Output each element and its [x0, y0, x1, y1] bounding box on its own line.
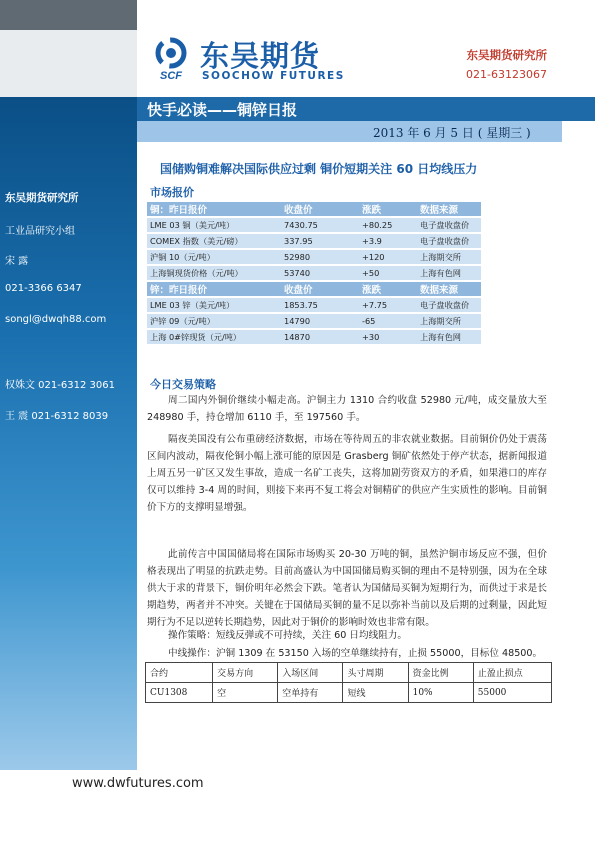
table-cell: 电子盘收盘价	[417, 297, 481, 313]
institute-phone: 021-63123067	[466, 68, 547, 81]
table-header-cell: 收盘价	[281, 281, 359, 297]
table-row	[147, 329, 481, 345]
table-cell: LME 03 铜（美元/吨）	[147, 217, 281, 233]
table-cell: 上海期交所	[417, 313, 481, 329]
table-cell: -65	[359, 313, 417, 329]
table-header-cell: 合约	[146, 663, 213, 683]
strategy-section-title: 今日交易策略	[150, 378, 216, 391]
table-header-cell: 入场区间	[278, 663, 343, 683]
table-cell: 上海 0#锌现货（元/吨）	[147, 329, 281, 345]
sidebar-dark-strip	[0, 0, 137, 30]
brand-logo-icon	[148, 36, 195, 82]
table-row	[147, 265, 481, 281]
table-cell: 53740	[281, 265, 359, 281]
table-cell: 337.95	[281, 233, 359, 249]
table-cell: 上海有色网	[417, 329, 481, 345]
table-cell: 上海期交所	[417, 249, 481, 265]
strategy-operation: 操作策略：短线反弹或不可持续，关注 60 日均线阻力。	[168, 630, 407, 641]
table-cell: 空	[213, 683, 278, 703]
position-table	[145, 662, 552, 703]
table-header-cell: 收盘价	[281, 202, 359, 217]
table-cell: 14870	[281, 329, 359, 345]
table-header-cell: 交易方向	[213, 663, 278, 683]
table-row	[146, 683, 552, 703]
sidebar-group: 工业品研究小组	[5, 226, 75, 237]
table-header-cell: 资金比例	[408, 663, 473, 683]
strategy-paragraph-1: 周二国内外铜价继续小幅走高。沪铜主力 1310 合约收盘 52980 元/吨，成交量放大至 248980 手，持仓增加 6110 手，至 197560 手。	[147, 395, 547, 423]
table-cell: 上海有色网	[417, 265, 481, 281]
table-cell: 上海铜现货价格（元/吨）	[147, 265, 281, 281]
table-cell: 55000	[473, 683, 551, 703]
table-header-cell: 涨跌	[359, 202, 417, 217]
brand-name-en: SOOCHOW FUTURES	[202, 70, 345, 82]
sidebar-author-email[interactable]: songl@dwqh88.com	[5, 314, 107, 325]
table-cell: 沪锌 09（元/吨）	[147, 313, 281, 329]
table-cell: 10%	[408, 683, 473, 703]
table-row	[147, 217, 481, 233]
table-row	[147, 297, 481, 313]
table-header-cell: 涨跌	[359, 281, 417, 297]
table-cell: +80.25	[359, 217, 417, 233]
copper-header-row	[147, 202, 481, 217]
strategy-midterm: 中线操作：沪铜 1309 在 53150 入场的空单继续持有，止损 55000，目标位 48500。	[168, 648, 543, 659]
table-cell: 14790	[281, 313, 359, 329]
table-header-cell: 数据来源	[417, 281, 481, 297]
sidebar-author-phone: 021-3366 6347	[5, 283, 82, 294]
table-header-cell: 止盈止损点	[473, 663, 551, 683]
table-header-cell: 数据来源	[417, 202, 481, 217]
table-header-cell: 锌：昨日报价	[147, 281, 281, 297]
table-cell: 1853.75	[281, 297, 359, 313]
sidebar-org: 东吴期货研究所	[5, 192, 79, 204]
table-row	[147, 313, 481, 329]
strategy-paragraph-2: 隔夜美国没有公布重磅经济数据，市场在等待周五的非农就业数据。目前铜价仍处于震荡区间内波动，隔夜伦铜小幅上涨可能的原因是 Grasberg 铜矿依然处于停产状态，据新闻报道上周五另一矿区又发生事故，造成一名矿工丧失，这将加剧劳资双方的矛盾，如果港口的库存仅可以维持 3-4 周的时间，则接下来再不复工将会对铜精矿的供应产生实质性的影响。目前铜价下方的支撑明显增强。	[147, 434, 547, 513]
report-date: 2013 年 6 月 5 日 ( 星期三 )	[373, 126, 531, 140]
table-cell: 电子盘收盘价	[417, 233, 481, 249]
table-cell: 52980	[281, 249, 359, 265]
table-cell: +50	[359, 265, 417, 281]
table-row	[147, 233, 481, 249]
table-cell: +120	[359, 249, 417, 265]
sidebar-contact-1: 权姝文 021-6312 3061	[5, 380, 115, 391]
table-cell: 空单持有	[278, 683, 343, 703]
table-header-cell: 铜：昨日报价	[147, 202, 281, 217]
table-cell: LME 03 锌（美元/吨）	[147, 297, 281, 313]
table-cell: 电子盘收盘价	[417, 217, 481, 233]
table-cell: 短线	[343, 683, 408, 703]
strategy-paragraph-3: 此前传言中国国储局将在国际市场购买 20-30 万吨的铜，虽然沪铜市场反应不强，但价格表现出了明显的抗跌走势。目前高盛认为中国国储局购买铜的理由不是特别强，因为在全球供大于求的背景下，铜价明年必然会下跌。笔者认为国储局买铜为短期行为，而供过于求是长期趋势，两者并不冲突。关键在于国储局买铜的量不足以弥补当前以及后期的过剩量，因此短期行为不足以逆转长期趋势，因此对于铜价的影响时效也非常有限。	[147, 549, 547, 628]
brand-name-cn: 东吴期货	[200, 39, 321, 73]
sidebar-contact-2: 王 震 021-6312 8039	[5, 411, 109, 422]
sidebar-author: 宋 露	[5, 256, 29, 267]
table-cell: +7.75	[359, 297, 417, 313]
table-header-cell: 头寸周期	[343, 663, 408, 683]
footer-url[interactable]: www.dwfutures.com	[72, 776, 204, 791]
report-title: 快手必读——铜锌日报	[147, 101, 298, 119]
logo-text: SCF	[160, 70, 182, 82]
table-cell: +30	[359, 329, 417, 345]
report-headline: 国储购铜难解决国际供应过剩 铜价短期关注 60 日均线压力	[160, 162, 478, 176]
table-row	[147, 249, 481, 265]
table-cell: +3.9	[359, 233, 417, 249]
institute-name: 东吴期货研究所	[466, 48, 547, 62]
table-cell: 沪铜 10（元/吨）	[147, 249, 281, 265]
position-header-row	[146, 663, 552, 683]
market-section-title: 市场报价	[150, 186, 194, 199]
table-cell: 7430.75	[281, 217, 359, 233]
table-cell: COMEX 指数（美元/磅）	[147, 233, 281, 249]
zinc-header-row	[147, 281, 481, 297]
table-cell: CU1308	[146, 683, 213, 703]
price-table	[147, 202, 481, 346]
